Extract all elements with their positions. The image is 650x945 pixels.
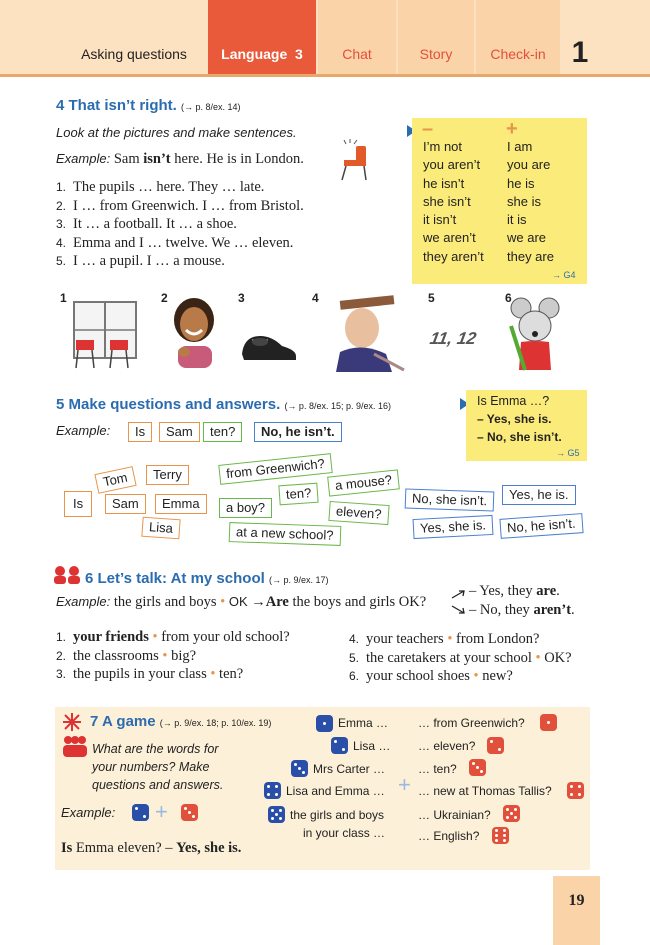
subject-1: Emma … — [338, 716, 389, 730]
ex5-title: Make questions and answers. — [68, 396, 281, 413]
ex7-instruction: What are the words for your numbers? Make questions and answers. — [92, 742, 224, 792]
complement-1: … from Greenwich? — [418, 716, 525, 730]
plus-icon: + — [398, 772, 411, 797]
complement-2: … eleven? — [418, 739, 476, 753]
subject-4: Lisa and Emma … — [286, 784, 385, 798]
mouse-picture — [505, 296, 567, 372]
ex6-example — [56, 594, 426, 611]
ex6-left-list — [56, 628, 290, 684]
complement-4: … new at Thomas Tallis? — [418, 784, 552, 798]
ex4-number: 4 — [56, 97, 65, 114]
ex4-example-bold: isn’t — [143, 151, 171, 167]
ex6-example-subject: the girls and boys — [110, 594, 217, 610]
minus-sign: – — [422, 118, 434, 140]
plus-sign: + — [506, 118, 518, 140]
blue-die-icon — [132, 804, 149, 821]
card-from-greenwich[interactable]: from Greenwich? — [218, 453, 332, 485]
subject-2: Lisa … — [353, 739, 391, 753]
shoe-picture — [238, 322, 300, 366]
complement-6: … English? — [418, 829, 480, 843]
ex5-example-label: Example: — [56, 423, 111, 438]
ex6-number: 6 — [85, 570, 94, 587]
picture-number: 1 — [60, 291, 67, 305]
ex7-example-label: Example: — [61, 805, 116, 820]
picture-number: 5 — [428, 291, 435, 305]
picture-number: 3 — [238, 291, 245, 305]
blue-die-icon — [331, 737, 348, 754]
list-item: 1. The pupils … here. They … late. — [56, 179, 265, 195]
ex6-title: Let’s talk: At my school — [97, 570, 265, 587]
card-emma[interactable]: Emma — [155, 494, 207, 514]
ex4-list — [56, 178, 304, 271]
numbers-picture: 11, 12 — [428, 329, 478, 348]
g5-question: Is Emma …? — [477, 394, 550, 408]
ex4-ref: (→ p. 8/ex. 14) — [181, 102, 241, 112]
blue-die-icon — [291, 760, 308, 777]
ex5-ref: (→ p. 8/ex. 15; p. 9/ex. 16) — [284, 401, 391, 411]
ex6-right-list — [349, 630, 572, 686]
g4-ref[interactable]: → G4 — [552, 270, 576, 280]
ex7-example-answer: Is Emma eleven? – Yes, she is. — [61, 840, 242, 856]
card-is[interactable]: Is — [64, 491, 92, 517]
card-eleven[interactable]: eleven? — [328, 501, 389, 525]
g5-answer-no: – No, she isn’t. — [477, 430, 562, 444]
list-item: 5. I … a pupil. I … a mouse. — [56, 253, 225, 269]
ex4-heading — [56, 97, 241, 114]
complement-5: … Ukrainian? — [418, 808, 491, 822]
tab-story[interactable]: Story — [398, 0, 474, 74]
picture-number: 6 — [505, 291, 512, 305]
ex7-heading — [90, 713, 271, 730]
list-item: 1. your friends • from your old school? — [56, 629, 290, 645]
blue-die-icon — [316, 715, 333, 732]
game-icon — [62, 712, 82, 732]
ex6-answer-no: – No, they aren’t. — [469, 602, 575, 618]
blue-die-icon — [268, 806, 285, 823]
red-die-icon — [469, 759, 486, 776]
list-item: 4. Emma and I … twelve. We … eleven. — [56, 234, 294, 251]
separator-dot: • — [220, 594, 226, 610]
group-work-icon — [62, 735, 88, 759]
grammar-box-g5 — [466, 390, 587, 461]
ex4-example-post: here. He is in London. — [170, 151, 304, 167]
card-terry[interactable]: Terry — [146, 465, 189, 485]
ex4-example — [56, 151, 304, 168]
page-number: 19 — [553, 876, 600, 945]
ex7-ref: (→ p. 9/ex. 18; p. 10/ex. 19) — [159, 718, 272, 728]
empty-classroom-picture — [70, 298, 140, 370]
rising-falling-arrows-icon — [450, 588, 468, 616]
card-new-school[interactable]: at a new school? — [229, 522, 341, 546]
list-item: 4. your teachers • from London? — [349, 631, 540, 647]
ex6-example-q-rest: the boys and girls OK? — [288, 594, 427, 610]
negative-forms: I’m not you aren’t he isn’t she isn’t it isn’t we aren’t they aren’t — [423, 139, 484, 264]
card-a-boy[interactable]: a boy? — [219, 498, 272, 518]
card-lisa[interactable]: Lisa — [141, 517, 180, 540]
example-card-is: Is — [128, 422, 152, 442]
ex6-example-ok: OK — [225, 594, 252, 609]
red-die-icon — [567, 782, 584, 799]
positive-forms: I am you are he is she is it is we are they are — [507, 139, 554, 264]
ex4-title: That isn’t right. — [68, 97, 177, 114]
pair-work-icon — [52, 565, 82, 585]
g5-answer-yes: – Yes, she is. — [477, 412, 552, 426]
card-a-mouse[interactable]: a mouse? — [327, 469, 400, 496]
card-yes-he-is[interactable]: Yes, he is. — [502, 485, 576, 505]
blue-die-icon — [264, 782, 281, 799]
g5-ref[interactable]: → G5 — [556, 448, 580, 458]
card-no-she-isnt[interactable]: No, she isn’t. — [405, 488, 495, 511]
example-card-answer: No, he isn’t. — [254, 422, 342, 442]
subject-5: the girls and boys — [290, 808, 385, 822]
complement-3: … ten? — [418, 762, 457, 776]
list-item: 2. I … from Greenwich. I … from Bristol. — [56, 197, 304, 214]
red-die-icon — [503, 805, 520, 822]
ex6-example-label: Example: — [56, 594, 111, 609]
man-picture — [318, 294, 410, 372]
ex4-example-pre: Sam — [110, 151, 144, 167]
ex5-number: 5 — [56, 396, 65, 413]
list-item: 6. your school shoes • new? — [349, 668, 513, 684]
ex4-example-label: Example: — [56, 151, 111, 166]
plus-icon: + — [155, 799, 168, 824]
card-yes-she-is[interactable]: Yes, she is. — [413, 515, 494, 539]
list-item: 3. It … a football. It … a shoe. — [56, 216, 237, 232]
ex6-answer-yes: – Yes, they are. — [469, 583, 560, 599]
list-item: 5. the caretakers at your school • OK? — [349, 649, 572, 666]
grammar-box-g4 — [412, 118, 587, 284]
ex6-heading — [85, 570, 328, 587]
ex4-instruction: Look at the pictures and make sentences. — [56, 125, 297, 140]
example-card-ten: ten? — [203, 422, 242, 442]
list-item: 2. the classrooms • big? — [56, 647, 197, 664]
card-ten[interactable]: ten? — [278, 483, 319, 506]
tab-language-3[interactable]: Language 3 — [208, 0, 316, 74]
ex5-heading — [56, 396, 391, 413]
list-item: 3. the pupils in your class • ten? — [56, 666, 244, 682]
tab-check-in[interactable]: Check-in — [476, 0, 560, 74]
red-die-icon — [487, 737, 504, 754]
card-sam[interactable]: Sam — [105, 494, 146, 514]
picture-number: 4 — [312, 291, 319, 305]
red-die-icon — [181, 804, 198, 821]
red-die-icon — [492, 827, 509, 844]
arrow-icon: → — [251, 594, 266, 610]
chair-icon — [334, 138, 374, 182]
card-no-he-isnt[interactable]: No, he isn’t. — [499, 513, 583, 539]
tab-asking-questions[interactable]: Asking questions — [81, 46, 187, 62]
subject-3: Mrs Carter … — [313, 762, 385, 776]
girl-picture — [170, 296, 220, 368]
ex6-ref: (→ p. 9/ex. 17) — [268, 575, 329, 585]
example-card-sam: Sam — [159, 422, 200, 442]
subject-5-cont: in your class … — [303, 826, 386, 840]
card-tom[interactable]: Tom — [94, 466, 136, 494]
red-die-icon — [540, 714, 557, 731]
ex7-title: A game — [101, 713, 156, 730]
picture-number: 2 — [161, 291, 168, 305]
header-divider — [0, 74, 650, 77]
tab-chat[interactable]: Chat — [318, 0, 396, 74]
unit-number: 1 — [571, 36, 589, 69]
ex6-example-q-bold: Are — [265, 594, 289, 610]
ex7-number: 7 — [90, 713, 99, 730]
